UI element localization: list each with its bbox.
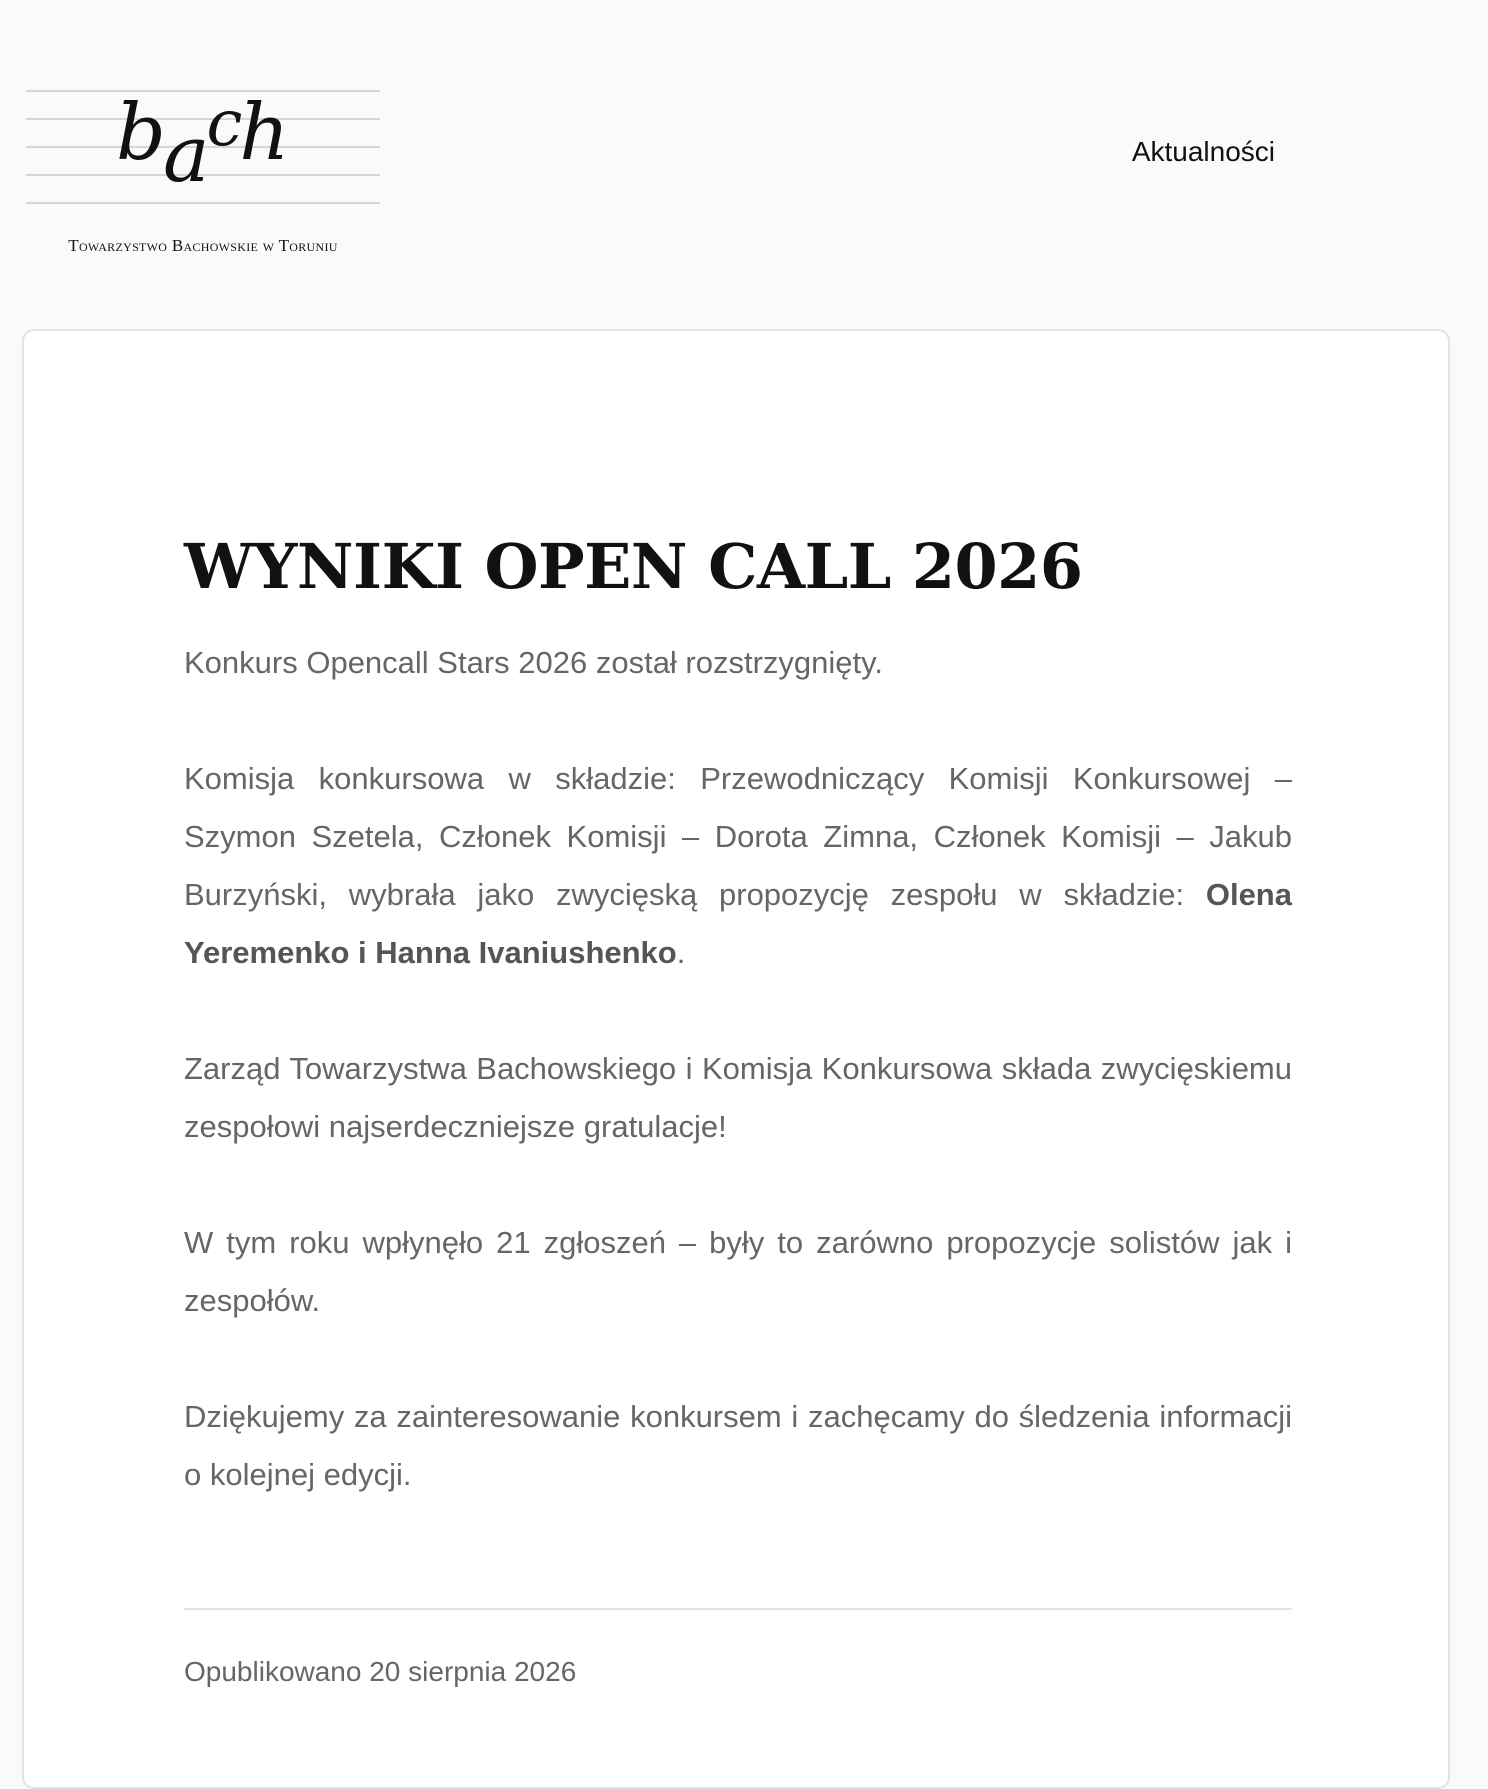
nav-link-news[interactable]: Aktualności [1131, 136, 1275, 167]
main-nav [1132, 136, 1275, 168]
article-paragraph: Dziękujemy za zainteresowanie konkursem i zachęcamy do śledzenia informacji o kolejnej edycji. [184, 1399, 1292, 1493]
article-paragraph: W tym roku wpłynęło 21 zgłoszeń – były to zarówno propozycje solistów jak i zespołów. [184, 1225, 1292, 1319]
logo-letter-a: a [162, 110, 209, 200]
paragraph-end: . [676, 935, 686, 971]
winners-names: Olena Yeremenko i Hanna Ivaniushenko [184, 877, 1292, 971]
article-title: WYNIKI OPEN CALL 2026 [184, 530, 1083, 603]
logo-letter-b: b [116, 88, 165, 178]
published-date: Opublikowano 20 sierpnia 2026 [184, 1656, 577, 1688]
site-logo[interactable] [26, 87, 380, 260]
site-header [0, 0, 1488, 300]
logo-subtitle: Towarzystwo Bachowskie w Toruniu [68, 236, 338, 255]
divider [184, 1608, 1292, 1610]
article [184, 531, 1292, 1688]
article-paragraph: Konkurs Opencall Stars 2026 został rozstrzygnięty. [184, 645, 883, 681]
article-paragraph: Zarząd Towarzystwa Bachowskiego i Komisja Konkursowa składa zwycięskiemu zespołowi najserdeczniejsze gratulacje! [184, 1051, 1292, 1145]
article-body [184, 634, 1292, 1504]
jury-text: Komisja konkursowa w składzie: Przewodniczący Komisji Konkursowej – Szymon Szetela, Członek Komisji – Dorota Zimna, Członek Komisji – Jakub Burzyński, wybrała jako zwycięską propozycję zespołu w składzie: [184, 761, 1292, 913]
staff-line [26, 202, 380, 204]
article-paragraph [184, 750, 1292, 982]
logo-letter-h: h [239, 88, 289, 178]
article-card [22, 329, 1450, 1789]
staff-line [26, 90, 380, 92]
logo-letter-c: c [206, 87, 242, 161]
logo-wordmark [116, 87, 289, 200]
